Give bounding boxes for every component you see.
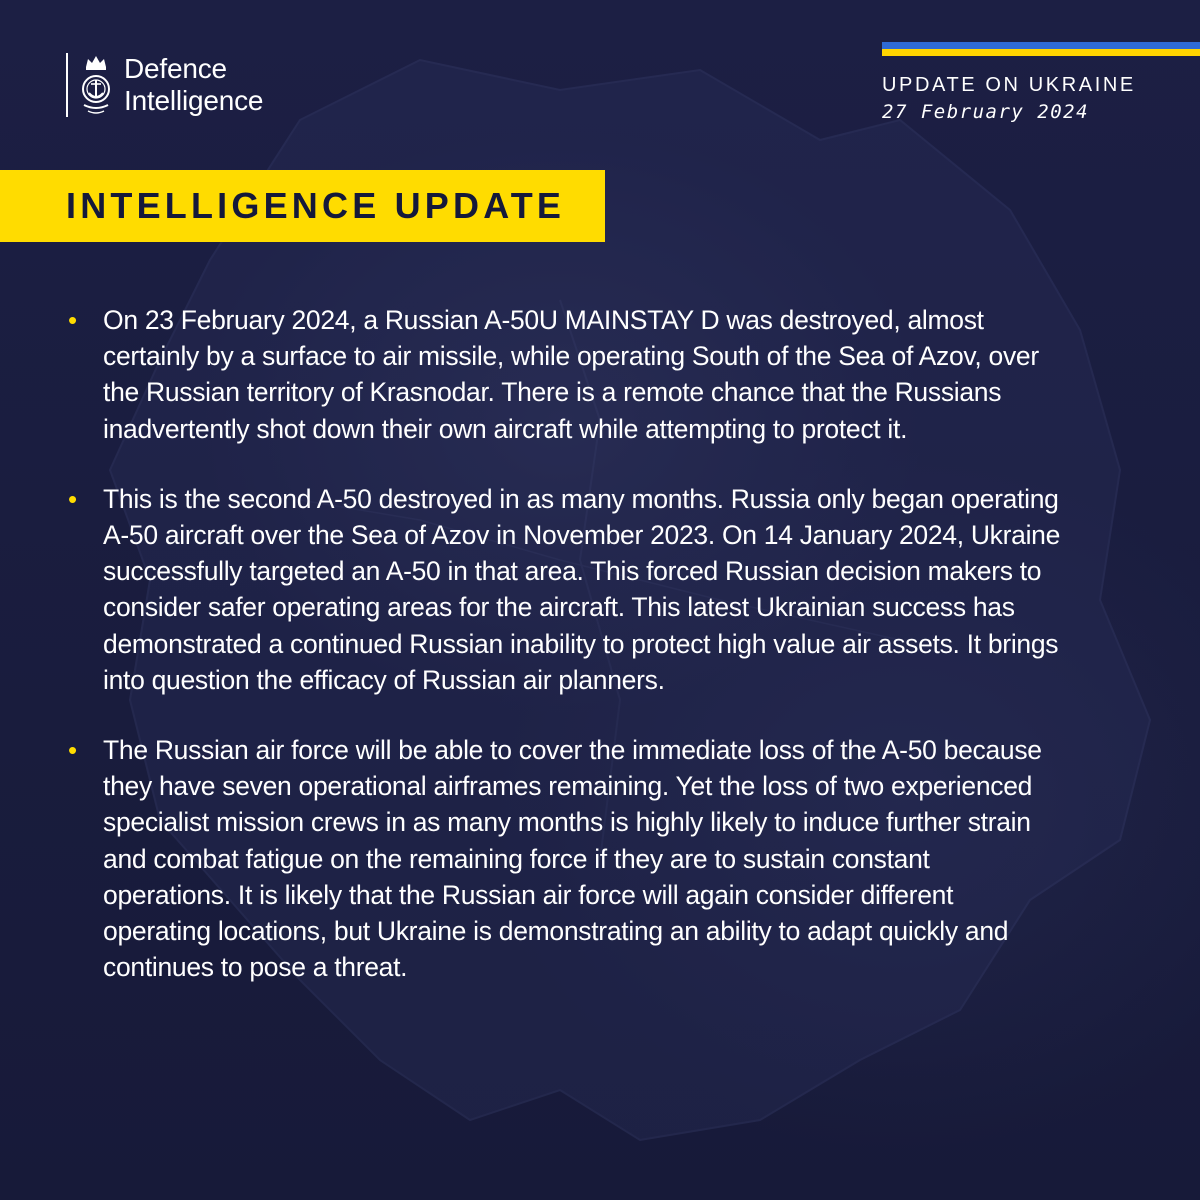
- bullet-list: [68, 302, 1068, 1019]
- bullet-dot-icon: •: [68, 735, 78, 766]
- bullet-text: On 23 February 2024, a Russian A-50U MAINSTAY D was destroyed, almost certainly by a surface to air missile, while operating South of the Sea of Azov, over the Russian territory of Krasnodar. There is a remote chance that the Russians inadvertently shot down their own aircraft while attempting to protect it.: [103, 305, 1039, 444]
- logo-line-2: Intelligence: [124, 85, 264, 116]
- page-title: INTELLIGENCE UPDATE: [66, 185, 566, 226]
- update-date: 27 February 2024: [882, 101, 1090, 123]
- list-item: [68, 481, 1068, 698]
- defence-intelligence-logo: [66, 52, 263, 118]
- bullet-text: The Russian air force will be able to cover the immediate loss of the A-50 because they have seven operational airframes remaining. Yet the loss of two experienced specialist mission crews in as many months is highly likely to induce further strain and combat fatigue on the remaining force if they are to sustain constant operations. It is likely that the Russian air force will again consider different operating locations, but Ukraine is demonstrating an ability to adapt quickly and continues to pose a threat.: [103, 735, 1042, 983]
- logo-divider: [66, 53, 68, 117]
- logo-line-1: Defence: [124, 53, 227, 84]
- list-item: [68, 302, 1068, 447]
- update-label: UPDATE ON UKRAINE: [882, 74, 1136, 96]
- crest-icon: [76, 53, 116, 117]
- flag-yellow-band: [882, 49, 1200, 56]
- title-banner: [0, 170, 605, 242]
- bullet-dot-icon: •: [68, 483, 78, 514]
- bullet-dot-icon: •: [68, 305, 78, 335]
- ukraine-flag-stripe: [882, 42, 1200, 56]
- list-item: [68, 732, 1068, 985]
- logo-wordmark: [124, 53, 263, 117]
- flag-blue-band: [882, 42, 1200, 49]
- bullet-text: This is the second A-50 destroyed in as many months. Russia only began operating A-50 aircraft over the Sea of Azov in November 2023. On 14 January 2024, Ukraine successfully targeted an A-50 in that area. This forced Russian decision makers to consider safer operating areas for the aircraft. This latest Ukrainian success has demonstrated a continued Russian inability to protect high value air assets. It brings into question the efficacy of Russian air planners.: [103, 483, 1061, 695]
